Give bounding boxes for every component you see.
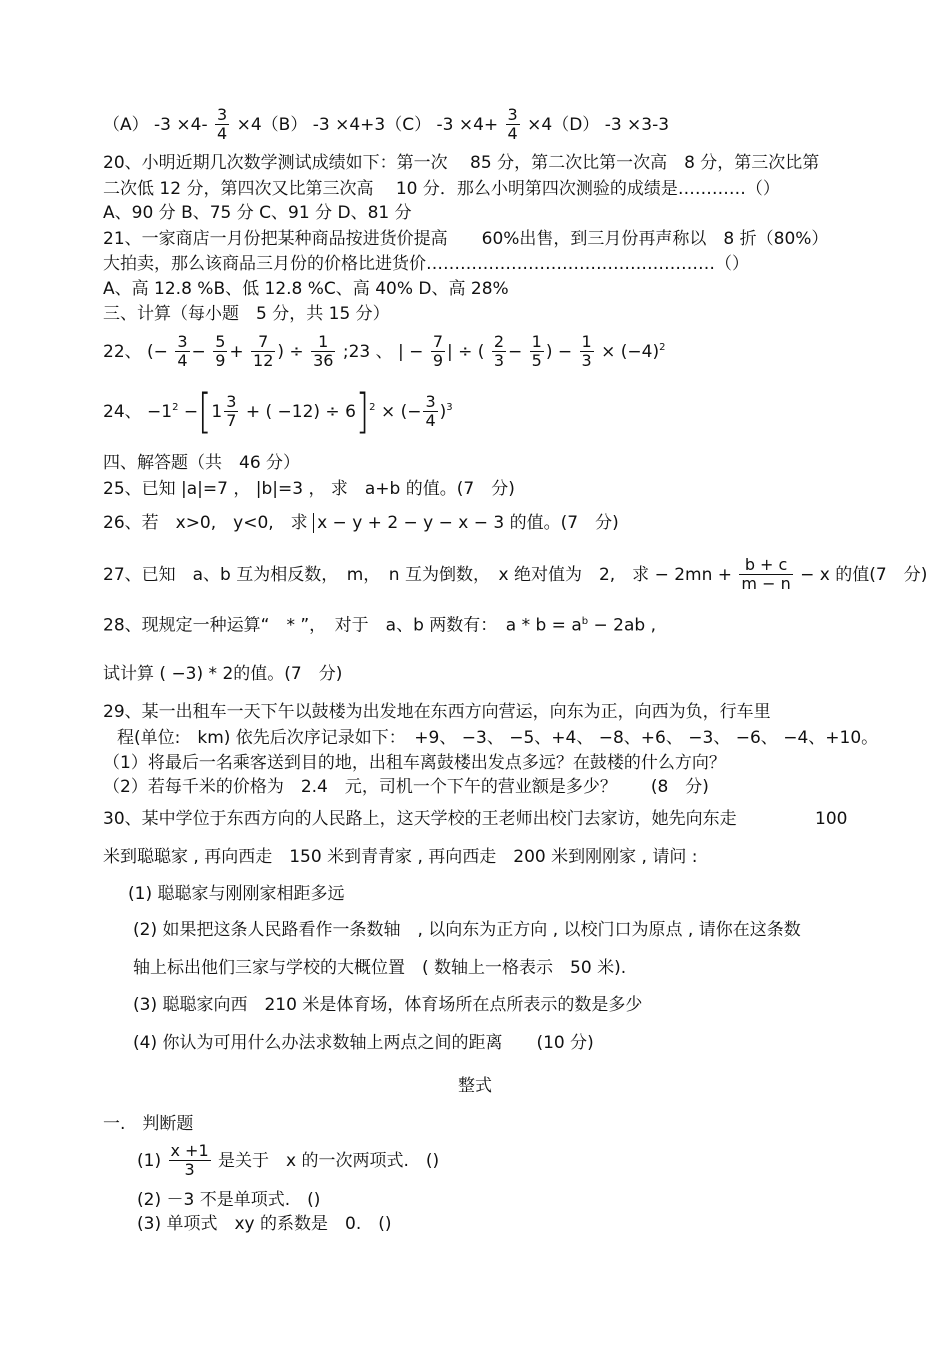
q22-frac3: $\frac{7}{12}$ [253,332,274,371]
q20-options: A、90 分 B、75 分 C、91 分 D、81 分 [103,203,412,223]
judge-title: 一. 判断题 [103,1114,194,1134]
q23-frac4: $\frac{1}{3}$ [581,332,592,371]
q24-exp1: 2 [172,402,179,414]
q28-line1 [103,617,656,635]
q29-line2: 程(单位: km) 依先后次序记录如下： +9、 −3、 −5、+4、 −8、+6、 −3、 −6、 −4、+10。 [117,728,879,748]
q30-line2: 米到聪聪家 , 再向西走 150 米到青青家 , 再向西走 200 米到刚刚家 , 请问 : [103,847,698,867]
q24-frac2: $\frac{3}{4}$ [425,392,436,431]
q27-post: − x 的值(7 分) [800,564,928,585]
q19-option-a-text: （A） -3 ×4- [103,114,208,135]
q24-label: 24、 [103,401,142,422]
q26-pre: 26、若 x>0, y<0, 求 [103,513,308,533]
q26 [103,515,619,532]
q29-line3: （1）将最后一名乘客送到目的地，出租车离鼓楼出发点多远？在鼓楼的什么方向？ [103,753,726,773]
q30-part3: (3) 聪聪家向西 210 米是体育场，体育场所在点所表示的数是多少 [133,995,643,1015]
q22-label: 22、 [103,341,142,362]
q24-frac1: $\frac{3}{7}$ [226,392,237,431]
q22-frac1: $\frac{3}{4}$ [177,332,188,371]
q19-option-d-text: ×4（D） -3 ×3-3 [527,114,670,135]
chapter-title: 整式 [458,1076,492,1096]
q19-options [103,106,669,144]
q20-line2: 二次低 12 分，第四次又比第三次高 10 分．那么小明第四次测验的成绩是…………（） [103,179,780,199]
q30-part4: (4) 你认为可用什么办法求数轴上两点之间的距离 (10 分) [133,1033,594,1053]
judge-item1-text: 是关于 x 的一次两项式. () [218,1150,440,1171]
section3-title: 三、计算（每小题 5 分，共 15 分） [103,304,390,324]
judge-item1-fraction: $\frac{x +1}{3}$ [170,1141,209,1180]
q29-line1: 29、某一出租车一天下午以鼓楼为出发地在东西方向营运，向东为正，向西为负，行车里 [103,702,771,722]
q22-frac4: $\frac{1}{36}$ [313,332,334,371]
q27-pre: 27、已知 a、b 互为相反数， m， n 互为倒数， x 绝对值为 2, 求 − 2mn + [103,564,733,585]
q19-fraction-a: $\frac{3}{4}$ [217,105,228,144]
q28-line2: 试计算 ( −3) * 2的值。(7 分) [103,664,343,684]
q23-tail: × (−4) [601,341,660,362]
q24-whole: 1 [211,401,223,422]
q26-expression: x − y + 2 − y − x − 3 [313,513,504,533]
judge-item3: (3) 单项式 xy 的系数是 0. () [137,1214,392,1234]
q30-part2: (2) 如果把这条人民路看作一条数轴 , 以向东为正方向 , 以校门口为原点 , 请你在这条数 [133,920,801,940]
q23-exponent: 2 [659,342,666,354]
q24-mid: + ( −12) ÷ 6 [245,401,356,422]
q23-frac2: $\frac{2}{3}$ [493,332,505,371]
q24-exp3: 3 [446,402,453,414]
q24-expression: 24、 $-1^2 -[1$ $\frac{3}{7}$ + ( −12) ÷ 6]$^2$ × (− $\frac{3}{4}$ )$^3$ [103,383,453,440]
q22-expression: 22、 (− $\frac{3}{4}$ − $\frac{5}{9}$ + $\frac{7}{12}$ ) ÷ $\frac{1}{36}$ ;23 、 | − $\frac{7}{9}$ | ÷ ( $\frac{2}{3}$ − $\frac{1}{5}$ ) − $\frac{1}{3}$ × $(-4)^2$ [103,332,666,371]
q30-line1: 30、某中学位于东西方向的人民路上，这天学校的王老师出校门去家访，她先向东走 [103,809,737,829]
q22-frac2: $\frac{5}{9}$ [215,332,226,371]
judge-item1-label: (1) [137,1150,162,1171]
q24-times: × (− [380,401,422,422]
q28-exp: b [581,616,589,627]
q23-frac1: $\frac{7}{9}$ [432,332,443,371]
judge-item2: (2) －3 不是单项式. () [137,1190,321,1210]
q21-line1: 21、一家商店一月份把某种商品按进货价提高 60%出售，到三月份再声称以 8 折（80%） [103,229,829,249]
q28-pre: 28、现规定一种运算“ * ”， 对于 a、b 两数有： a * b = a [103,615,582,636]
q19-option-bc-text: ×4（B） -3 ×4+3（C） -3 ×4+ [236,114,499,135]
section4-title: 四、解答题（共 46 分） [103,453,301,473]
q30-line1-number: 100 [815,809,848,829]
q26-post: 的值。(7 分) [509,513,619,533]
q30-part2-cont: 轴上标出他们三家与学校的大概位置 ( 数轴上一格表示 50 米). [133,958,627,978]
q21-options: A、高 12.8 %B、低 12.8 %C、高 40% D、高 28% [103,279,509,299]
q27-fraction: $\frac{b + c}{m - n}$ [741,555,791,594]
q20-line1: 20、小明近期几次数学测试成绩如下：第一次 85 分，第二次比第一次高 8 分，第三次比第 [103,153,820,173]
q19-fraction-c: $\frac{3}{4}$ [507,105,518,144]
q25: 25、已知 |a|=7 ， |b|=3 ， 求 a+b 的值。(7 分) [103,479,515,499]
q23-frac3: $\frac{1}{5}$ [531,332,542,371]
judge-item1 [137,1142,439,1180]
q21-line2: 大拍卖，那么该商品三月份的价格比进货价……………………………………………（） [103,254,749,274]
q24-pre: −1 [147,401,173,422]
q27 [103,556,927,594]
q29-line4: （2）若每千米的价格为 2.4 元，司机一个下午的营业额是多少？ (8 分) [103,777,709,797]
q23-label: ;23 、 [342,341,393,362]
q30-part1: (1) 聪聪家与刚刚家相距多远 [128,884,345,904]
q28-post: − 2ab , [588,615,656,636]
q24-exp2: 2 [369,402,376,414]
